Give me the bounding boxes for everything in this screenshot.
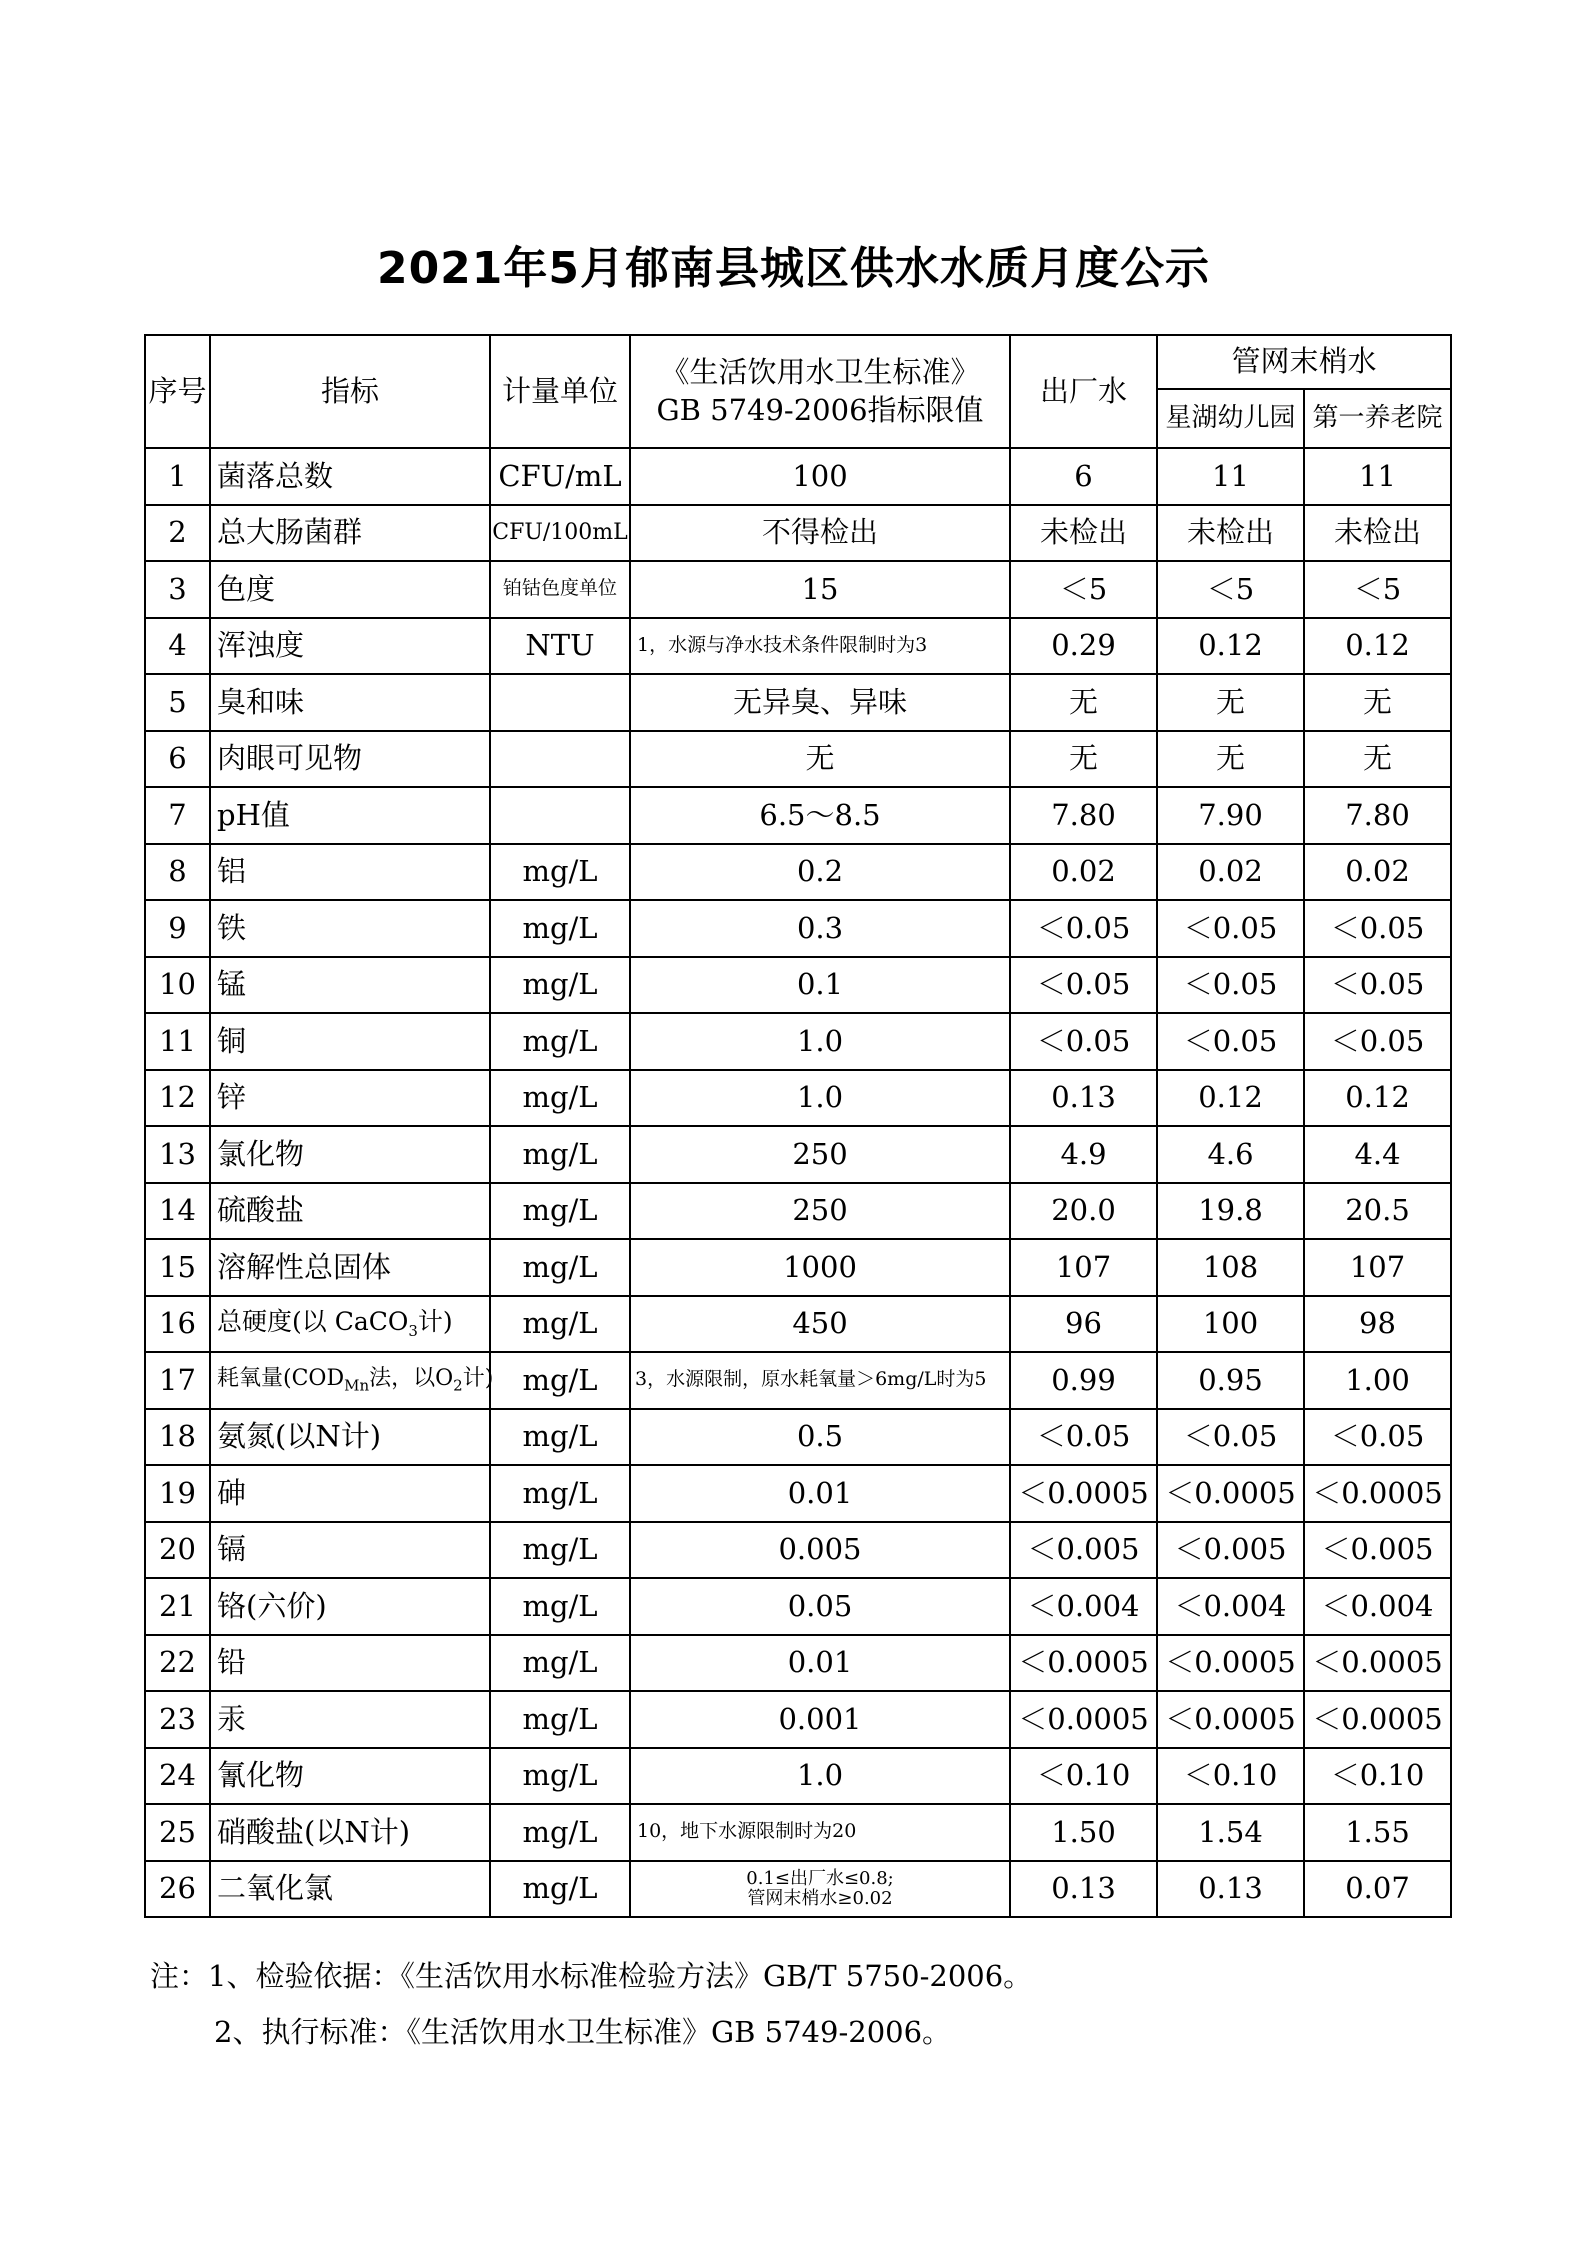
row-limit: 0.2 bbox=[630, 844, 1010, 901]
row-plant-water: ＜0.005 bbox=[1010, 1522, 1157, 1579]
row-limit: 0.01 bbox=[630, 1635, 1010, 1692]
row-plant-water: 1.50 bbox=[1010, 1804, 1157, 1861]
indicator-subscript: Mn bbox=[344, 1376, 370, 1395]
row-site-1: 未检出 bbox=[1157, 505, 1304, 562]
row-limit: 无异臭、异味 bbox=[630, 674, 1010, 731]
row-indicator: 二氧化氯 bbox=[210, 1861, 490, 1918]
row-plant-water: ＜0.004 bbox=[1010, 1578, 1157, 1635]
row-unit: mg/L bbox=[490, 1183, 630, 1240]
row-plant-water: ＜0.0005 bbox=[1010, 1465, 1157, 1522]
row-indicator bbox=[210, 1352, 494, 1409]
row-site-2: 7.80 bbox=[1304, 787, 1451, 844]
row-seq: 18 bbox=[145, 1409, 210, 1466]
header-standard bbox=[630, 335, 1010, 448]
row-seq: 8 bbox=[145, 844, 210, 901]
row-unit: mg/L bbox=[490, 1635, 630, 1692]
row-site-2: 1.55 bbox=[1304, 1804, 1451, 1861]
row-unit: mg/L bbox=[490, 1352, 630, 1409]
row-site-2: 4.4 bbox=[1304, 1126, 1451, 1183]
row-indicator: 镉 bbox=[210, 1522, 490, 1579]
table-row bbox=[145, 1691, 1451, 1748]
row-site-1: ＜0.05 bbox=[1157, 1409, 1304, 1466]
row-plant-water: 20.0 bbox=[1010, 1183, 1157, 1240]
row-plant-water: ＜0.05 bbox=[1010, 900, 1157, 957]
row-site-1: ＜0.05 bbox=[1157, 1013, 1304, 1070]
row-indicator: 铁 bbox=[210, 900, 490, 957]
row-site-1: 7.90 bbox=[1157, 787, 1304, 844]
row-limit: 0.5 bbox=[630, 1409, 1010, 1466]
page-title: 2021年5月郁南县城区供水水质月度公示 bbox=[376, 243, 1211, 294]
row-indicator: 氯化物 bbox=[210, 1126, 490, 1183]
row-seq: 22 bbox=[145, 1635, 210, 1692]
row-site-2: ＜0.10 bbox=[1304, 1748, 1451, 1805]
row-seq: 20 bbox=[145, 1522, 210, 1579]
row-limit: 3，水源限制，原水耗氧量＞6mg/L时为5 bbox=[630, 1352, 1010, 1409]
limit-line: 0.1≤出厂水≤0.8; bbox=[746, 1867, 894, 1889]
row-unit: mg/L bbox=[490, 1748, 630, 1805]
row-plant-water: 0.13 bbox=[1010, 1861, 1157, 1918]
row-limit: 0.01 bbox=[630, 1465, 1010, 1522]
row-site-2: 0.12 bbox=[1304, 618, 1451, 675]
row-seq: 12 bbox=[145, 1070, 210, 1127]
row-site-1: 0.02 bbox=[1157, 844, 1304, 901]
indicator-text: 法，以O bbox=[369, 1365, 454, 1391]
row-unit: mg/L bbox=[490, 1070, 630, 1127]
header-site-2: 第一养老院 bbox=[1304, 389, 1451, 448]
table-row bbox=[145, 448, 1451, 505]
table-row bbox=[145, 900, 1451, 957]
row-site-1: 100 bbox=[1157, 1296, 1304, 1353]
row-limit: 不得检出 bbox=[630, 505, 1010, 562]
row-plant-water: 无 bbox=[1010, 674, 1157, 731]
header-standard-line1: 《生活饮用水卫生标准》 bbox=[660, 354, 980, 389]
row-unit: CFU/mL bbox=[490, 448, 630, 505]
indicator-text: 计) bbox=[462, 1365, 494, 1391]
row-limit bbox=[630, 1861, 1010, 1918]
row-site-2: 未检出 bbox=[1304, 505, 1451, 562]
row-seq: 5 bbox=[145, 674, 210, 731]
table-row bbox=[145, 1409, 1451, 1466]
row-plant-water: ＜0.10 bbox=[1010, 1748, 1157, 1805]
row-limit: 100 bbox=[630, 448, 1010, 505]
row-site-1: 19.8 bbox=[1157, 1183, 1304, 1240]
row-unit bbox=[490, 674, 630, 731]
row-unit: 铂钴色度单位 bbox=[490, 561, 630, 618]
table-row bbox=[145, 1465, 1451, 1522]
row-seq: 14 bbox=[145, 1183, 210, 1240]
row-unit bbox=[490, 787, 630, 844]
row-seq: 10 bbox=[145, 957, 210, 1014]
row-site-2: 20.5 bbox=[1304, 1183, 1451, 1240]
row-unit: mg/L bbox=[490, 957, 630, 1014]
row-indicator: 氨氮(以N计) bbox=[210, 1409, 490, 1466]
table-row bbox=[145, 674, 1451, 731]
row-limit: 6.5～8.5 bbox=[630, 787, 1010, 844]
header-indicator: 指标 bbox=[210, 335, 490, 448]
table-row bbox=[145, 1126, 1451, 1183]
row-site-2: 0.12 bbox=[1304, 1070, 1451, 1127]
table-row bbox=[145, 561, 1451, 618]
row-site-2: 107 bbox=[1304, 1239, 1451, 1296]
row-limit: 0.1 bbox=[630, 957, 1010, 1014]
table-row bbox=[145, 1861, 1451, 1918]
row-unit: mg/L bbox=[490, 1522, 630, 1579]
header-standard-line2: GB 5749-2006指标限值 bbox=[656, 392, 984, 427]
row-seq: 25 bbox=[145, 1804, 210, 1861]
row-limit: 0.005 bbox=[630, 1522, 1010, 1579]
row-plant-water: 6 bbox=[1010, 448, 1157, 505]
row-site-2: 98 bbox=[1304, 1296, 1451, 1353]
row-seq: 7 bbox=[145, 787, 210, 844]
table-row bbox=[145, 1522, 1451, 1579]
row-indicator: 臭和味 bbox=[210, 674, 490, 731]
row-seq: 24 bbox=[145, 1748, 210, 1805]
row-plant-water: ＜0.05 bbox=[1010, 957, 1157, 1014]
row-site-2: 0.07 bbox=[1304, 1861, 1451, 1918]
row-unit: mg/L bbox=[490, 1409, 630, 1466]
row-limit: 0.001 bbox=[630, 1691, 1010, 1748]
row-plant-water: ＜5 bbox=[1010, 561, 1157, 618]
row-limit: 1，水源与净水技术条件限制时为3 bbox=[630, 618, 1010, 675]
row-indicator: pH值 bbox=[210, 787, 490, 844]
row-plant-water: ＜0.0005 bbox=[1010, 1691, 1157, 1748]
row-unit bbox=[490, 731, 630, 788]
row-indicator: 锌 bbox=[210, 1070, 490, 1127]
row-limit: 15 bbox=[630, 561, 1010, 618]
row-indicator: 浑浊度 bbox=[210, 618, 490, 675]
row-unit: mg/L bbox=[490, 1296, 630, 1353]
row-unit: mg/L bbox=[490, 1804, 630, 1861]
header-site-1: 星湖幼儿园 bbox=[1157, 389, 1304, 448]
row-limit: 0.05 bbox=[630, 1578, 1010, 1635]
row-site-2: 1.00 bbox=[1304, 1352, 1451, 1409]
note-line-2: 2、执行标准：《生活饮用水卫生标准》GB 5749-2006。 bbox=[214, 2015, 952, 2049]
row-seq: 6 bbox=[145, 731, 210, 788]
row-site-1: 11 bbox=[1157, 448, 1304, 505]
row-site-1: ＜5 bbox=[1157, 561, 1304, 618]
limit-line: 管网末梢水≥0.02 bbox=[747, 1887, 893, 1909]
row-unit: NTU bbox=[490, 618, 630, 675]
row-site-2: ＜0.05 bbox=[1304, 1013, 1451, 1070]
table-row bbox=[145, 957, 1451, 1014]
row-site-2: 0.02 bbox=[1304, 844, 1451, 901]
row-plant-water: 0.13 bbox=[1010, 1070, 1157, 1127]
row-plant-water: 7.80 bbox=[1010, 787, 1157, 844]
row-indicator: 铅 bbox=[210, 1635, 490, 1692]
table-row bbox=[145, 1578, 1451, 1635]
header-seq: 序号 bbox=[145, 335, 210, 448]
row-seq: 2 bbox=[145, 505, 210, 562]
row-unit: mg/L bbox=[490, 1465, 630, 1522]
row-site-1: 无 bbox=[1157, 731, 1304, 788]
row-indicator: 菌落总数 bbox=[210, 448, 490, 505]
row-plant-water: ＜0.05 bbox=[1010, 1013, 1157, 1070]
row-site-1: 0.95 bbox=[1157, 1352, 1304, 1409]
row-site-1: 0.12 bbox=[1157, 618, 1304, 675]
row-indicator bbox=[210, 1296, 490, 1353]
footnotes bbox=[150, 1948, 1032, 2060]
row-seq: 16 bbox=[145, 1296, 210, 1353]
row-indicator: 色度 bbox=[210, 561, 490, 618]
table-row bbox=[145, 1070, 1451, 1127]
row-unit: CFU/100mL bbox=[490, 505, 630, 562]
row-limit: 无 bbox=[630, 731, 1010, 788]
row-plant-water: 0.99 bbox=[1010, 1352, 1157, 1409]
row-plant-water: 0.02 bbox=[1010, 844, 1157, 901]
row-unit: mg/L bbox=[490, 1013, 630, 1070]
row-limit: 250 bbox=[630, 1183, 1010, 1240]
row-indicator: 铝 bbox=[210, 844, 490, 901]
row-unit: mg/L bbox=[490, 1239, 630, 1296]
row-plant-water: 未检出 bbox=[1010, 505, 1157, 562]
row-seq: 15 bbox=[145, 1239, 210, 1296]
row-seq: 1 bbox=[145, 448, 210, 505]
row-site-1: ＜0.005 bbox=[1157, 1522, 1304, 1579]
row-site-1: ＜0.0005 bbox=[1157, 1635, 1304, 1692]
row-site-1: ＜0.10 bbox=[1157, 1748, 1304, 1805]
row-site-1: 无 bbox=[1157, 674, 1304, 731]
row-limit: 10，地下水源限制时为20 bbox=[630, 1804, 1010, 1861]
row-site-1: 4.6 bbox=[1157, 1126, 1304, 1183]
indicator-subscript: 3 bbox=[408, 1321, 418, 1340]
row-unit: mg/L bbox=[490, 844, 630, 901]
row-seq: 17 bbox=[145, 1352, 210, 1409]
table-row bbox=[145, 618, 1451, 675]
row-site-1: ＜0.004 bbox=[1157, 1578, 1304, 1635]
row-site-1: 108 bbox=[1157, 1239, 1304, 1296]
table-row bbox=[145, 844, 1451, 901]
row-limit: 1.0 bbox=[630, 1748, 1010, 1805]
table-row bbox=[145, 1239, 1451, 1296]
row-site-2: ＜0.004 bbox=[1304, 1578, 1451, 1635]
water-quality-table bbox=[144, 334, 1452, 1918]
row-indicator: 砷 bbox=[210, 1465, 490, 1522]
row-unit: mg/L bbox=[490, 1126, 630, 1183]
table-row bbox=[145, 731, 1451, 788]
row-seq: 13 bbox=[145, 1126, 210, 1183]
row-site-2: ＜0.05 bbox=[1304, 1409, 1451, 1466]
row-plant-water: ＜0.0005 bbox=[1010, 1635, 1157, 1692]
row-site-1: ＜0.05 bbox=[1157, 900, 1304, 957]
row-seq: 26 bbox=[145, 1861, 210, 1918]
row-limit: 450 bbox=[630, 1296, 1010, 1353]
header-unit: 计量单位 bbox=[490, 335, 630, 448]
row-indicator: 总大肠菌群 bbox=[210, 505, 490, 562]
row-plant-water: ＜0.05 bbox=[1010, 1409, 1157, 1466]
row-seq: 9 bbox=[145, 900, 210, 957]
row-indicator: 锰 bbox=[210, 957, 490, 1014]
row-limit: 250 bbox=[630, 1126, 1010, 1183]
row-limit: 1.0 bbox=[630, 1013, 1010, 1070]
row-site-2: ＜0.0005 bbox=[1304, 1635, 1451, 1692]
row-site-2: 无 bbox=[1304, 731, 1451, 788]
row-site-1: 0.13 bbox=[1157, 1861, 1304, 1918]
row-site-1: 1.54 bbox=[1157, 1804, 1304, 1861]
table-row bbox=[145, 1804, 1451, 1861]
row-site-2: 11 bbox=[1304, 448, 1451, 505]
row-indicator: 铬(六价) bbox=[210, 1578, 490, 1635]
row-site-2: ＜0.0005 bbox=[1304, 1691, 1451, 1748]
row-site-1: 0.12 bbox=[1157, 1070, 1304, 1127]
row-unit: mg/L bbox=[490, 1578, 630, 1635]
row-indicator: 硫酸盐 bbox=[210, 1183, 490, 1240]
row-indicator: 溶解性总固体 bbox=[210, 1239, 490, 1296]
row-site-2: 无 bbox=[1304, 674, 1451, 731]
indicator-text: 计) bbox=[417, 1306, 453, 1336]
row-unit: mg/L bbox=[490, 1691, 630, 1748]
row-limit: 0.3 bbox=[630, 900, 1010, 957]
row-site-1: ＜0.0005 bbox=[1157, 1691, 1304, 1748]
table-row bbox=[145, 505, 1451, 562]
row-site-1: ＜0.05 bbox=[1157, 957, 1304, 1014]
row-indicator: 汞 bbox=[210, 1691, 490, 1748]
row-unit: mg/L bbox=[490, 1861, 630, 1918]
row-seq: 11 bbox=[145, 1013, 210, 1070]
table-row bbox=[145, 1748, 1451, 1805]
row-site-2: ＜0.0005 bbox=[1304, 1465, 1451, 1522]
row-site-2: ＜0.005 bbox=[1304, 1522, 1451, 1579]
row-plant-water: 4.9 bbox=[1010, 1126, 1157, 1183]
row-seq: 4 bbox=[145, 618, 210, 675]
row-site-2: ＜0.05 bbox=[1304, 957, 1451, 1014]
table-row bbox=[145, 1296, 1451, 1353]
row-plant-water: 0.29 bbox=[1010, 618, 1157, 675]
indicator-text: 总硬度(以 CaCO bbox=[217, 1306, 409, 1336]
row-site-1: ＜0.0005 bbox=[1157, 1465, 1304, 1522]
indicator-subscript: 2 bbox=[453, 1376, 463, 1395]
row-unit: mg/L bbox=[490, 900, 630, 957]
row-seq: 21 bbox=[145, 1578, 210, 1635]
row-site-2: ＜0.05 bbox=[1304, 900, 1451, 957]
row-plant-water: 107 bbox=[1010, 1239, 1157, 1296]
note-line-1: 注：1、检验依据：《生活饮用水标准检验方法》GB/T 5750-2006。 bbox=[150, 1959, 1033, 1993]
row-plant-water: 无 bbox=[1010, 731, 1157, 788]
header-row bbox=[145, 335, 1451, 389]
row-site-2: ＜5 bbox=[1304, 561, 1451, 618]
row-indicator: 肉眼可见物 bbox=[210, 731, 490, 788]
table-row bbox=[145, 1352, 1451, 1409]
header-network-water: 管网末梢水 bbox=[1157, 335, 1451, 389]
row-seq: 19 bbox=[145, 1465, 210, 1522]
row-plant-water: 96 bbox=[1010, 1296, 1157, 1353]
row-limit: 1.0 bbox=[630, 1070, 1010, 1127]
row-indicator: 硝酸盐(以N计) bbox=[210, 1804, 490, 1861]
row-seq: 23 bbox=[145, 1691, 210, 1748]
table-row bbox=[145, 787, 1451, 844]
header-plant-water: 出厂水 bbox=[1010, 335, 1157, 448]
indicator-text: 耗氧量(COD bbox=[217, 1365, 345, 1391]
row-indicator: 氰化物 bbox=[210, 1748, 490, 1805]
row-limit: 1000 bbox=[630, 1239, 1010, 1296]
table-row bbox=[145, 1013, 1451, 1070]
row-seq: 3 bbox=[145, 561, 210, 618]
row-indicator: 铜 bbox=[210, 1013, 490, 1070]
table-row bbox=[145, 1183, 1451, 1240]
table-row bbox=[145, 1635, 1451, 1692]
